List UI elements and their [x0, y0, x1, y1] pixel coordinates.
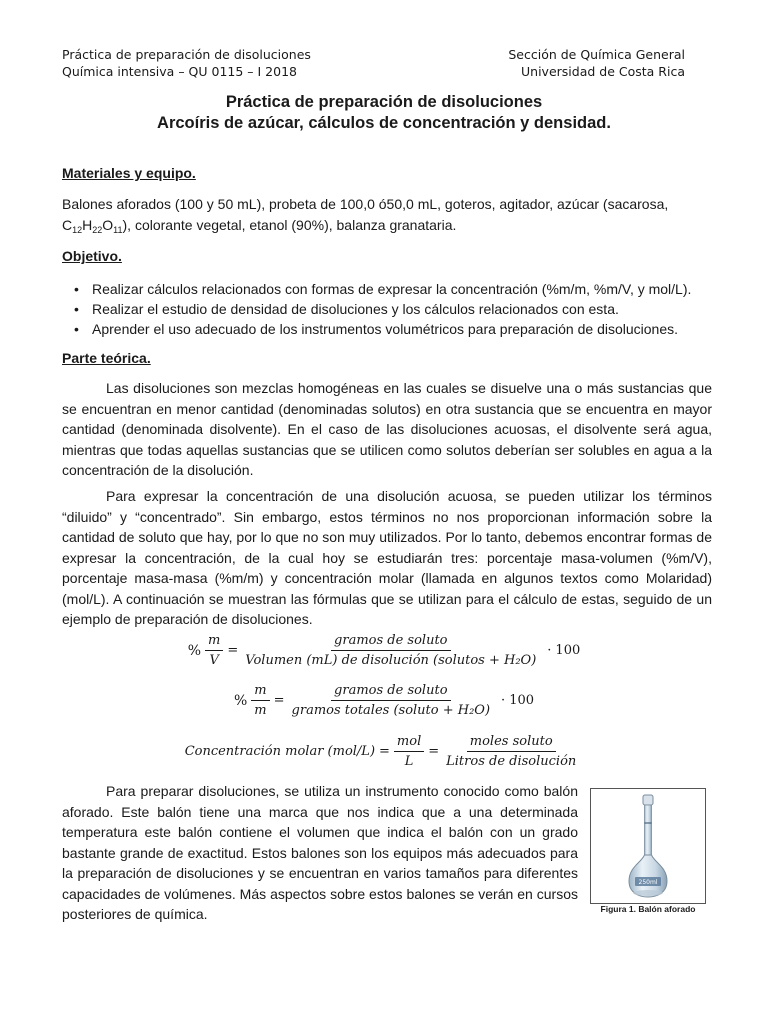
multiply-dot: ·	[501, 693, 506, 708]
fraction-numerator: moles soluto	[467, 734, 556, 752]
molar-lhs: Concentración molar (mol/L)	[184, 744, 376, 759]
title-line-2: Arcoíris de azúcar, cálculos de concentración y densidad.	[157, 114, 611, 132]
formula-mass-mass	[0, 683, 768, 718]
fraction-denominator: V	[209, 653, 219, 668]
fraction-numerator: gramos de soluto	[331, 633, 450, 651]
teorica-paragraph-1	[62, 378, 712, 481]
objetivo-item: • Realizar cálculos relacionados con formas de expresar la concentración (%m/m, %m/V, y mol/L).	[62, 279, 712, 299]
formula-h-subscript: 22	[92, 224, 103, 235]
teorica-paragraph-3	[62, 781, 578, 925]
fraction-numerator: m	[251, 683, 269, 701]
header-university: Universidad de Costa Rica	[521, 64, 685, 79]
objetivo-list	[62, 279, 712, 339]
formula-molar	[0, 734, 768, 769]
teorica-paragraph-2	[62, 486, 712, 630]
formula-o-subscript: 11	[113, 224, 123, 235]
formula-c: C	[62, 216, 73, 233]
fraction-denominator: Volumen (mL) de disolución (solutos + H₂O)	[245, 653, 537, 668]
fraction-denominator: m	[254, 703, 267, 718]
formula-o: O	[102, 216, 114, 233]
percent-sign: %	[233, 692, 248, 709]
materiales-heading: Materiales y equipo.	[62, 165, 196, 181]
materiales-text-b: ), colorante vegetal, etanol (90%), balanza granataria.	[122, 216, 457, 233]
header-course-title: Práctica de preparación de disoluciones	[62, 47, 311, 62]
objetivo-item: • Realizar el estudio de densidad de disoluciones y los cálculos relacionados con esta.	[62, 299, 712, 319]
fraction-numerator: gramos de soluto	[331, 683, 450, 701]
fraction-numerator: m	[205, 633, 223, 651]
figure-caption: Figura 1. Balón aforado	[600, 904, 696, 914]
flask-volume-label: 250ml	[638, 879, 658, 886]
percent-sign: %	[187, 642, 202, 659]
formula-mass-volume	[0, 633, 768, 668]
materiales-text	[62, 194, 712, 240]
formula-h: H	[82, 216, 93, 233]
document-title	[0, 92, 768, 134]
fraction-denominator: gramos totales (soluto + H₂O)	[291, 703, 491, 718]
volumetric-flask-image	[591, 789, 705, 903]
fraction-denominator: L	[404, 754, 414, 769]
equals-sign: =	[227, 643, 239, 658]
title-line-1: Práctica de preparación de disoluciones	[225, 93, 543, 111]
objetivo-item: • Aprender el uso adecuado de los instrumentos volumétricos para preparación de disoluciones.	[62, 319, 712, 339]
equals-sign: =	[428, 744, 440, 759]
figure-volumetric-flask	[590, 788, 706, 904]
paragraph-text: Para preparar disoluciones, se utiliza un instrumento conocido como balón aforado. Este balón tiene una marca que nos indica que a una determinada temperatura este balón contiene el volumen que indica el balón con un grado bastante grande de exactitud. Estos balones son los equipos más adecuados para la preparación de disoluciones y se encuentran en varios tamaños para diferentes capacidades de volúmenes. Más aspectos sobre estos balones se verán en cursos posteriores de química.	[62, 783, 578, 922]
formula-c-subscript: 12	[72, 224, 83, 235]
objetivo-heading: Objetivo.	[62, 248, 122, 264]
fraction-denominator: Litros de disolución	[446, 754, 577, 769]
lhs-fraction	[251, 683, 269, 718]
equals-sign: =	[379, 744, 390, 759]
fraction-numerator: mol	[394, 734, 424, 752]
teorica-heading: Parte teórica.	[62, 350, 151, 366]
lhs-fraction	[205, 633, 223, 668]
mid-fraction	[394, 734, 424, 769]
header-section: Sección de Química General	[508, 47, 685, 62]
rhs-fraction	[242, 633, 539, 668]
factor: 100	[555, 643, 581, 658]
paragraph-text: Para expresar la concentración de una disolución acuosa, se pueden utilizar los términos “diluido” y “concentrado”. Sin embargo, estos términos no nos proporcionan información sobre la cantidad de soluto que hay, por lo que no son muy utilizados. Por lo tanto, debemos encontrar formas de expresar la concentración, de la cual hoy se estudiarán tres: porcentaje masa-volumen (%m/V), porcentaje masa-masa (%m/m) y concentración molar (llamada en algunos textos como Molaridad) (mol/L). A continuación se muestran las fórmulas que se utilizan para el cálculo de estas, seguido de un ejemplo de preparación de disoluciones.	[62, 488, 712, 627]
header-course-code: Química intensiva – QU 0115 – I 2018	[62, 64, 297, 79]
paragraph-text: Las disoluciones son mezclas homogéneas en las cuales se disuelve una o más sustancias que se encuentran en menor cantidad (denominadas solutos) en otra sustancia que se encuentra en mayor cantidad (denominada disolvente). En el caso de las disoluciones acuosas, el disolvente será agua, mientras que todas aquellas sustancias que se utilicen como solutos deberían ser solubles en agua a la concentración de la disolución.	[62, 380, 712, 478]
rhs-fraction	[443, 734, 579, 769]
factor: 100	[509, 693, 535, 708]
multiply-dot: ·	[547, 643, 552, 658]
materiales-text-a: Balones aforados (100 y 50 mL), probeta de 100,0 ó50,0 mL, goteros, agitador, azúcar (sacarosa,	[62, 196, 669, 212]
equals-sign: =	[273, 693, 285, 708]
running-header-right	[508, 46, 685, 80]
rhs-fraction	[289, 683, 494, 718]
running-header-left	[62, 46, 311, 80]
